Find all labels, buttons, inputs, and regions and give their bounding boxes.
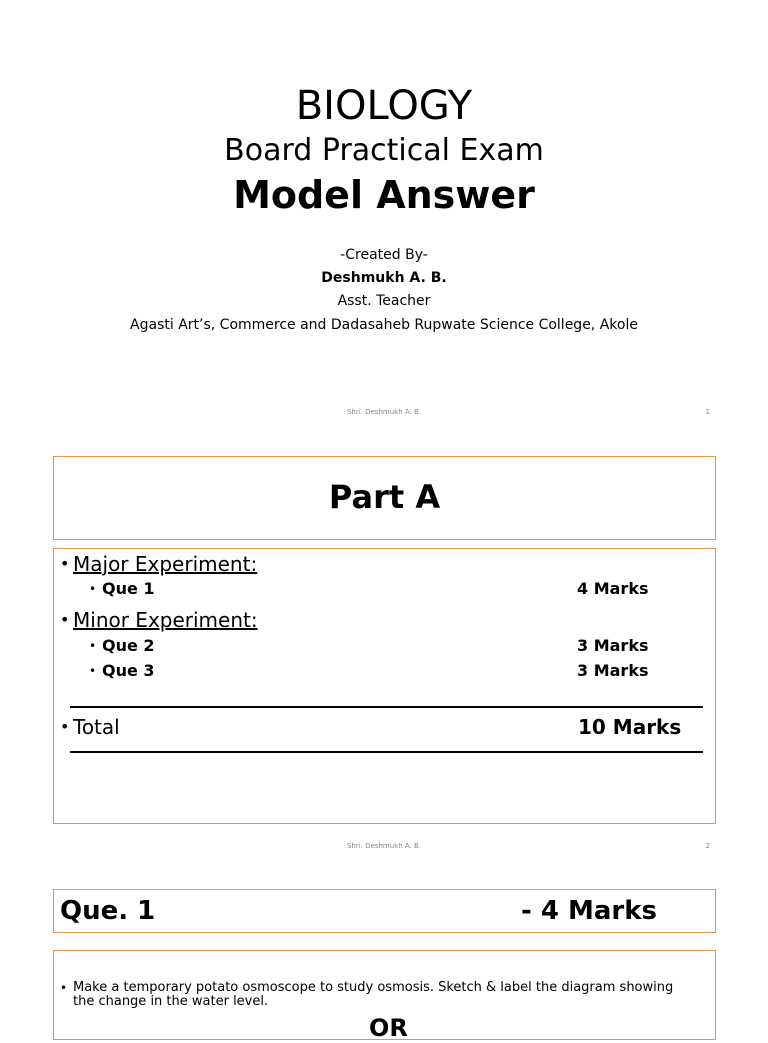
que2-label: Que 2 <box>102 636 155 655</box>
author-role: Asst. Teacher <box>337 293 431 309</box>
que1-title: Que. 1 <box>60 896 156 926</box>
minor-experiment-label: Minor Experiment: <box>73 608 258 632</box>
bullet-icon: • <box>89 639 97 653</box>
heading-model-answer: Model Answer <box>233 173 535 217</box>
part-a-title: Part A <box>328 478 441 516</box>
que2-row <box>54 633 715 659</box>
que1-question-text: Make a temporary potato osmoscope to study osmosis. Sketch & label the diagram showing the change in the water level. <box>73 980 674 1009</box>
que1-or-text: OR <box>369 1014 408 1042</box>
bullet-icon: • <box>60 554 70 573</box>
bullet-icon: • <box>89 582 97 596</box>
que1-label: Que 1 <box>102 579 155 598</box>
total-divider-bottom <box>70 751 703 753</box>
bullet-icon: • <box>60 981 68 995</box>
que1-marks: 4 Marks <box>577 579 649 598</box>
author-name: Deshmukh A. B. <box>321 270 447 286</box>
author-college: Agasti Art’s, Commerce and Dadasaheb Rupwate Science College, Akole <box>130 317 638 333</box>
slide2-footer-text: Shri. Deshmukh A. B. <box>346 842 422 850</box>
created-by-label: -Created By- <box>340 247 428 263</box>
title-biology: BIOLOGY <box>295 83 473 129</box>
que2-marks: 3 Marks <box>577 636 649 655</box>
que1-body-box <box>53 950 716 1040</box>
major-experiment-label: Major Experiment: <box>73 552 258 576</box>
que1-title-marks: - 4 Marks <box>521 896 657 926</box>
bullet-icon: • <box>60 717 70 736</box>
que1-row <box>54 576 715 602</box>
que3-row <box>54 658 715 684</box>
slide1-page-number: 1 <box>705 408 710 416</box>
bullet-icon: • <box>60 610 70 629</box>
minor-experiment-row <box>54 607 715 633</box>
que3-marks: 3 Marks <box>577 661 649 680</box>
marks-breakdown-box <box>53 548 716 824</box>
part-a-title-box <box>53 456 716 540</box>
que1-title-box <box>53 889 716 933</box>
subtitle-board-practical-exam: Board Practical Exam <box>224 133 544 168</box>
total-label: Total <box>73 715 120 739</box>
total-marks: 10 Marks <box>578 715 682 739</box>
total-divider-top <box>70 706 703 708</box>
slide2-page-number: 2 <box>705 842 710 850</box>
que3-label: Que 3 <box>102 661 155 680</box>
total-row <box>54 714 715 740</box>
bullet-icon: • <box>89 664 97 678</box>
slide1-footer-text: Shri. Deshmukh A. B. <box>346 408 422 416</box>
major-experiment-row <box>54 551 715 577</box>
